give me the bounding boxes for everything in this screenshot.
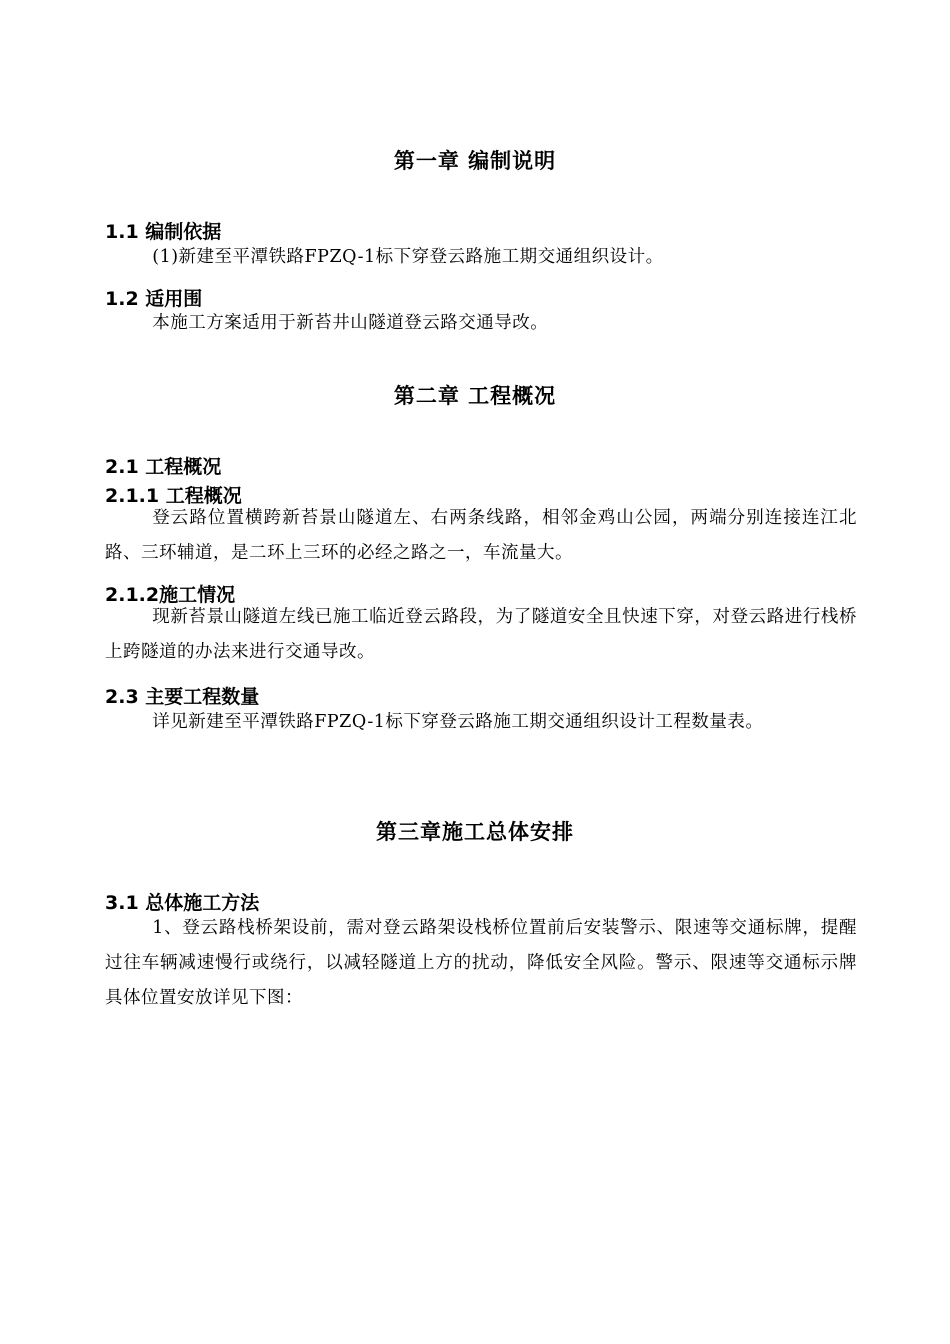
section-2-1-1-text: 登云路位置横跨新苔景山隧道左、右两条线路，相邻金鸡山公园，两端分别连接连江北路、三环辅道，是二环上三环的必经之路之一，车流量大。 [105, 508, 857, 563]
chapter-1-title: 第一章 编制说明 [393, 149, 557, 173]
chapter-2-title: 第二章 工程概况 [393, 384, 557, 408]
section-3-1-heading: 3.1 总体施工方法 [105, 892, 260, 914]
section-1-1-heading: 1.1 编制依据 [105, 221, 222, 243]
section-3-1-text: 1、登云路栈桥架设前，需对登云路架设栈桥位置前后安装警示、限速等交通标牌，提醒过往车辆减速慢行或绕行，以减轻隧道上方的扰动，降低安全风险。警示、限速等交通标示牌具体位置安放详见下图： [105, 918, 857, 1008]
section-2-1-heading: 2.1 工程概况 [105, 456, 222, 478]
chapter-3-title: 第三章施工总体安排 [376, 820, 574, 844]
section-1-1-text: (1)新建至平潭铁路FPZQ-1标下穿登云路施工期交通组织设计。 [152, 247, 664, 267]
section-2-1-2-text: 现新苔景山隧道左线已施工临近登云路段，为了隧道安全且快速下穿，对登云路进行栈桥上跨隧道的办法来进行交通导改。 [105, 607, 857, 662]
section-1-2-text: 本施工方案适用于新苔井山隧道登云路交通导改。 [152, 313, 549, 333]
section-2-1-1-heading: 2.1.1 工程概况 [105, 485, 242, 507]
section-1-2-heading: 1.2 适用围 [105, 288, 203, 310]
section-2-3-text: 详见新建至平潭铁路FPZQ-1标下穿登云路施工期交通组织设计工程数量表。 [152, 712, 764, 732]
section-2-3-heading: 2.3 主要工程数量 [105, 686, 260, 708]
section-2-1-2-heading: 2.1.2施工情况 [105, 584, 236, 606]
